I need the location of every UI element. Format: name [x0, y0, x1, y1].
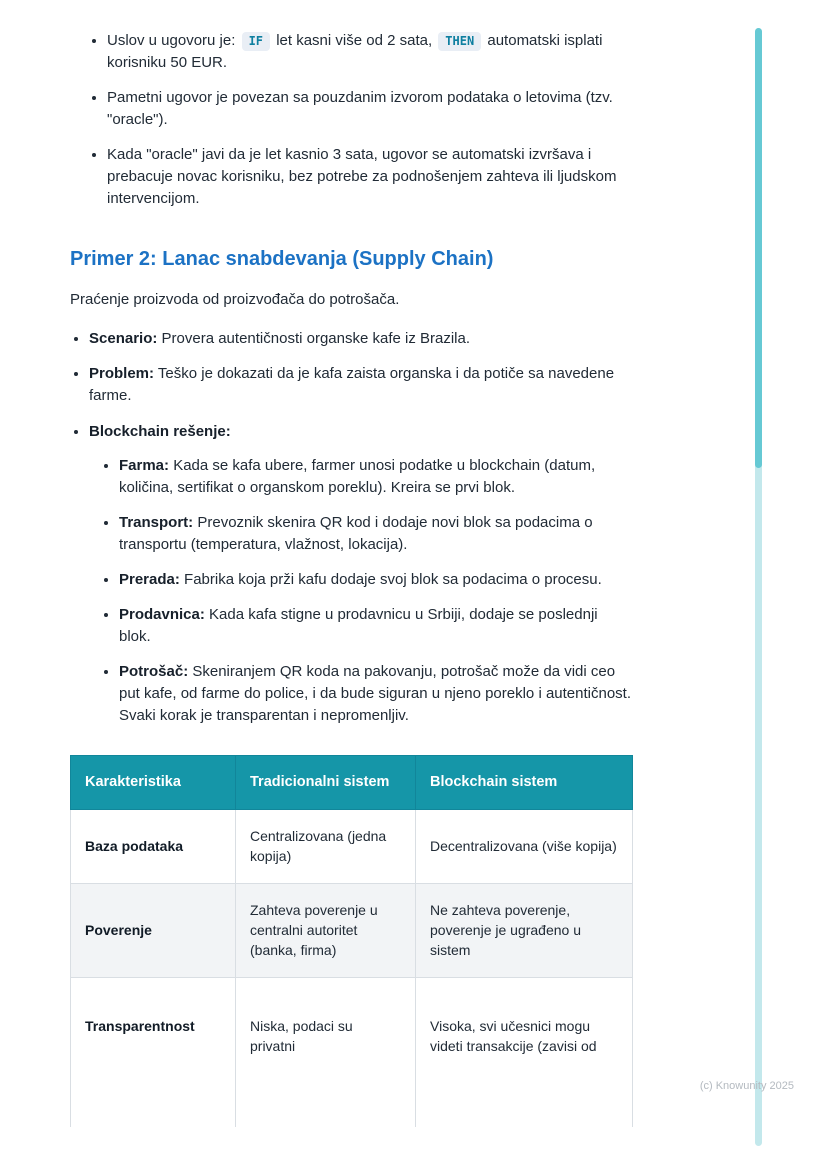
- table-cell: Visoka, svi učesnici mogu videti transakcije (zavisi od: [416, 977, 633, 1127]
- table-header-cell: Karakteristika: [71, 756, 236, 810]
- list-item: • Prodavnica: Kada kafa stigne u prodavnicu u Srbiji, dodaje se poslednji blok.: [119, 604, 632, 648]
- list-item: • Potrošač: Skeniranjem QR koda na pakovanju, potrošač može da vidi ceo put kafe, od farme do police, i da bude siguran u njeno poreklo i autentičnost. Svaki korak je transparentan i nepromenljiv.: [119, 661, 632, 727]
- list-item: • Uslov u ugovoru je: IF let kasni više od 2 sata, THEN automatski isplati korisniku 50 EUR.: [107, 30, 632, 74]
- table-cell: Ne zahteva poverenje, poverenje je ugrađeno u sistem: [416, 883, 633, 977]
- section-heading: Primer 2: Lanac snabdevanja (Supply Chain): [70, 248, 494, 271]
- list-item-label: Problem:: [89, 365, 155, 383]
- table-row-header-cell: Poverenje: [71, 883, 236, 977]
- smart-contract-bullet-list: [70, 30, 632, 210]
- list-item-label: Scenario:: [89, 330, 158, 348]
- table-header-cell: Tradicionalni sistem: [236, 756, 416, 810]
- list-item-label: Prodavnica:: [119, 605, 205, 623]
- comparison-table: [70, 755, 633, 1127]
- document-content: [70, 30, 632, 1127]
- table-cell: Centralizovana (jedna kopija): [236, 810, 416, 884]
- table-body: [71, 810, 633, 1127]
- table-cell: Zahteva poverenje u centralni autoritet (banka, firma): [236, 883, 416, 977]
- table-header-row: [71, 756, 633, 810]
- table-cell: Niska, podaci su privatni: [236, 977, 416, 1127]
- list-item-label: Potrošač:: [119, 662, 189, 680]
- list-item: • Pametni ugovor je povezan sa pouzdanim izvorom podataka o letovima (tzv. "oracle").: [107, 87, 632, 131]
- inline-code-badge: THEN: [438, 32, 481, 51]
- list-item-label: Blockchain rešenje:: [89, 422, 231, 440]
- list-item-label: Prerada:: [119, 570, 180, 588]
- list-item: • Prerada: Fabrika koja prži kafu dodaje svoj blok sa podacima o procesu.: [119, 569, 632, 591]
- table-row-header-cell: Baza podataka: [71, 810, 236, 884]
- table-row: [71, 810, 633, 884]
- list-item: [89, 421, 632, 728]
- list-item-label: Transport:: [119, 513, 194, 531]
- watermark: (c) Knowunity 2025: [699, 1080, 794, 1092]
- list-item: • Farma: Kada se kafa ubere, farmer unosi podatke u blockchain (datum, količina, sertifikat o organskom poreklu). Kreira se prvi blok.: [119, 455, 632, 499]
- list-item: • Problem: Teško je dokazati da je kafa zaista organska i da potiče sa navedene farme.: [89, 363, 632, 407]
- list-item: • Kada "oracle" javi da je let kasnio 3 sata, ugovor se automatski izvršava i prebacuje novac korisniku, bez potrebe za podnošenjem zahteva ili ljudskom intervencijom.: [107, 144, 632, 210]
- scrollbar-track[interactable]: [755, 28, 762, 1146]
- section-intro-paragraph: Praćenje proizvoda od proizvođača do potrošača.: [70, 291, 400, 309]
- table-header-cell: Blockchain sistem: [416, 756, 633, 810]
- inline-code-badge: IF: [242, 32, 270, 51]
- supply-chain-bullet-list: [70, 328, 632, 727]
- scrollbar-thumb[interactable]: [755, 28, 762, 468]
- nested-list: [89, 455, 632, 727]
- list-item-label: Farma:: [119, 456, 170, 474]
- list-item: • Transport: Prevoznik skenira QR kod i dodaje novi blok sa podacima o transportu (temperatura, vlažnost, lokacija).: [119, 512, 632, 556]
- table-cell: Decentralizovana (više kopija): [416, 810, 633, 884]
- list-item: • Scenario: Provera autentičnosti organske kafe iz Brazila.: [89, 328, 632, 350]
- table-row: [71, 883, 633, 977]
- table-row-header-cell: Transparentnost: [71, 977, 236, 1127]
- table-row: [71, 977, 633, 1127]
